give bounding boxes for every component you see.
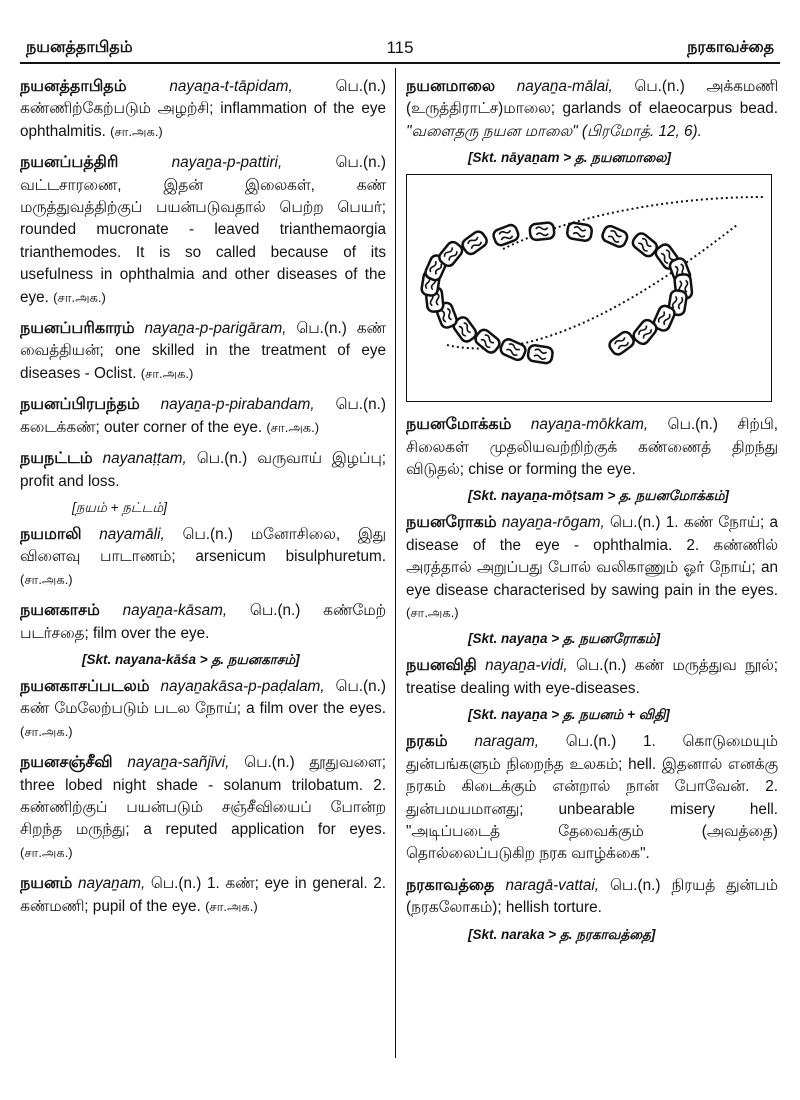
source-abbrev: (சா.அக.) — [53, 289, 106, 305]
headword: நயனப்பிரபந்தம் — [20, 396, 140, 414]
source-abbrev: (சா.அக.) — [140, 365, 194, 381]
definition: பெ.(n.) 1. கண் நோய்; a disease of the eye - ophthalmia. 2. கண்ணில் அரத்தால் அறுப்பது போல் வலிகாணும் ஓர் நோய்; an eye disease characterised by sawing pain in the eyes. — [406, 514, 778, 599]
headword: நரகாவத்தை — [406, 876, 495, 894]
source-abbrev: (சா.அக.) — [205, 898, 258, 914]
definition: பெ.(n.) அக்கமணி (உருத்திராட்ச)மாலை; garlands of elaeocarpus bead. — [406, 78, 778, 118]
bead — [601, 224, 629, 248]
column-divider — [395, 68, 396, 1058]
source-abbrev: (சா.அக.) — [110, 123, 163, 139]
headword: நயனசஞ்சீவி — [20, 754, 113, 772]
definition: பெ.(n.) நிரயத் துன்பம் (நரகலோகம்); hellish torture. — [406, 876, 778, 917]
transliteration: nayaṉa-mālai, — [516, 78, 613, 95]
dictionary-entry — [20, 152, 386, 309]
headword: நயனப்பரிகாரம் — [20, 320, 135, 338]
etymology-note: [Skt. naraka > த. நரகாவத்தை] — [468, 926, 656, 942]
etymology-note: [Skt. nayaṉa > த. நயனரோகம்] — [468, 631, 661, 647]
definition: பெ.(n.) மனோசிலை, இது விளைவு பாடாணம்; arsenicum bisulphuretum. — [20, 525, 386, 566]
header-left-word: நயனத்தாபிதம் — [26, 39, 133, 56]
source-abbrev: (சா.அக.) — [20, 844, 73, 860]
dictionary-entry — [20, 448, 386, 493]
bead — [460, 229, 489, 256]
dictionary-entry — [20, 76, 386, 143]
dictionary-entry — [20, 873, 386, 918]
source-abbrev: (சா.அக.) — [266, 419, 320, 435]
source-abbrev: (சா.அக.) — [20, 571, 73, 587]
etymology-note: [Skt. nāyaṉam > த. நயனமாலை] — [468, 150, 671, 166]
right-column-bottom — [406, 414, 778, 944]
headword: நயநட்டம் — [20, 450, 93, 468]
citation-quote: "வளைதரு நயன மாலை" (பிரமோத். 12, 6). — [406, 122, 702, 140]
headword: நயனகாசம் — [20, 602, 100, 620]
transliteration: naragam, — [474, 733, 539, 751]
headword: நயனவிதி — [406, 657, 477, 675]
right-column-top — [406, 76, 778, 168]
definition: பெ.(n.) கடைக்கண்; outer corner of the eye. — [20, 396, 386, 436]
headword: நயனப்பத்திரி — [20, 154, 119, 172]
dictionary-entry — [406, 512, 778, 624]
bead — [473, 328, 502, 356]
transliteration: naragā-vattai, — [505, 876, 599, 894]
page-header — [20, 34, 780, 64]
definition: பெ.(n.) கண்மேற் படர்சதை; film over the eye. — [20, 602, 386, 642]
headword: நயனமோக்கம் — [406, 416, 512, 434]
definition: பெ.(n.) 1. கொடுமையும் துன்பங்களும் நிறைந்த உலகம்; hell. இதனால் எனக்கு நரகம் கிடைக்கும் என்றால் நான் போவேன். 2. துன்பமயமானது; unbearable misery hell. "அடிப்படைத் தேவைக்கும் (அவத்தை) தொல்லைப்படுகிற நரக வாழ்க்கை". — [406, 733, 778, 863]
headword: நயனத்தாபிதம் — [20, 78, 127, 95]
dictionary-entry — [20, 394, 386, 439]
headword: நயனமாலை — [406, 78, 496, 95]
etymology-note: [நயம் + நட்டம்] — [72, 499, 168, 515]
definition: பெ.(n.) கண்ணிற்கேற்படும் அழற்சி; inflammation of the eye ophthalmitis. — [20, 78, 386, 140]
bead — [529, 222, 555, 240]
definition: பெ.(n.) தூதுவளை; three lobed night shade - solanum trilobatum. 2. கண்ணிற்குப் பயன்படும் சஞ்சீவியைப் போன்ற சிறந்த மருந்து; a reputed application for eyes. — [20, 754, 386, 839]
transliteration: nayaṉa-vidi, — [485, 657, 568, 675]
transliteration: nayaṉam, — [78, 875, 146, 893]
dictionary-entry — [20, 524, 386, 591]
definition: பெ.(n.) கண் மேலேற்படும் படல நோய்; a film over the eyes. — [20, 677, 386, 718]
bead-garland-figure — [406, 174, 772, 402]
transliteration: nayaṉa-p-parigāram, — [144, 320, 287, 338]
transliteration: nayaṉa-p-pirabandam, — [160, 396, 315, 414]
transliteration: nayaṉa-t-tāpidam, — [169, 78, 293, 95]
definition: பெ.(n.) 1. கண்; eye in general. 2. கண்மணி; pupil of the eye. — [20, 875, 386, 915]
transliteration: nayaṉa-p-pattiri, — [171, 154, 283, 172]
etymology-note: [Skt. nayaṉa > த. நயனம் + விதி] — [468, 707, 670, 723]
bead — [566, 222, 592, 242]
page-number: 115 — [386, 38, 414, 57]
headword: நயனம் — [20, 875, 73, 893]
left-column — [20, 76, 386, 1080]
dictionary-entry — [20, 676, 386, 743]
etymology-note: [Skt. nayaṉa-mōṭsam > த. நயனமோக்கம்] — [468, 488, 729, 504]
dictionary-entry — [406, 414, 778, 481]
dictionary-entry — [20, 318, 386, 385]
bead — [527, 345, 553, 365]
transliteration: nayanaṭṭam, — [102, 450, 187, 468]
headword: நயனரோகம் — [406, 514, 497, 532]
headword: நயமாலி — [20, 525, 82, 543]
transliteration: nayaṉa-mōkkam, — [530, 416, 649, 434]
headword: நரகம் — [406, 733, 448, 751]
dictionary-entry — [406, 76, 778, 143]
transliteration: nayaṉa-rōgam, — [501, 514, 605, 532]
dictionary-entry — [406, 875, 778, 920]
dictionary-entry — [406, 731, 778, 865]
dictionary-entry — [20, 752, 386, 864]
right-column — [406, 76, 778, 1080]
transliteration: nayaṉa-kāsam, — [122, 602, 228, 620]
header-right-word: நரகாவச்தை — [687, 39, 774, 56]
transliteration: nayaṉa-sañjīvi, — [127, 754, 230, 772]
bead — [499, 338, 527, 362]
definition: பெ.(n.) கண் மருத்துவ நூல்; treatise dealing with eye-diseases. — [406, 657, 778, 697]
definition: பெ.(n.) சிற்பி, சிலைகள் முதலியவற்றிற்குக் கண்ணைத் திறந்து விடுதல்; chise or forming the eye. — [406, 416, 778, 479]
garland-string — [447, 197, 763, 348]
etymology-note: [Skt. nayana-kāśa > த. நயனகாசம்] — [82, 651, 300, 667]
dictionary-entry — [20, 600, 386, 645]
transliteration: nayaṉakāsa-p-paḍalam, — [160, 677, 325, 695]
bead — [492, 224, 520, 248]
bead — [607, 330, 636, 357]
garland-illustration — [407, 175, 771, 401]
transliteration: nayamāli, — [99, 525, 165, 543]
source-abbrev: (சா.அக.) — [20, 723, 73, 739]
definition: பெ.(n.) வருவாய் இழப்பு; profit and loss. — [20, 450, 386, 490]
dictionary-entry — [406, 655, 778, 700]
source-abbrev: (சா.அக.) — [406, 605, 459, 621]
definition: பெ.(n.) கண் வைத்தியன்; one skilled in the treatment of eye diseases - Oclist. — [20, 320, 386, 382]
definition: பெ.(n.) வட்டசாரணை, இதன் இலைகள், கண் மருத்துவத்திற்குப் பயன்படுவதால் பெற்ற பெயர்; rounded mucronate - leaved trianthemaorgia trianthemodes. It is so called because of its usefulness in ophthalmia and other diseases of the eye. — [20, 154, 386, 306]
headword: நயனகாசப்படலம் — [20, 677, 150, 695]
